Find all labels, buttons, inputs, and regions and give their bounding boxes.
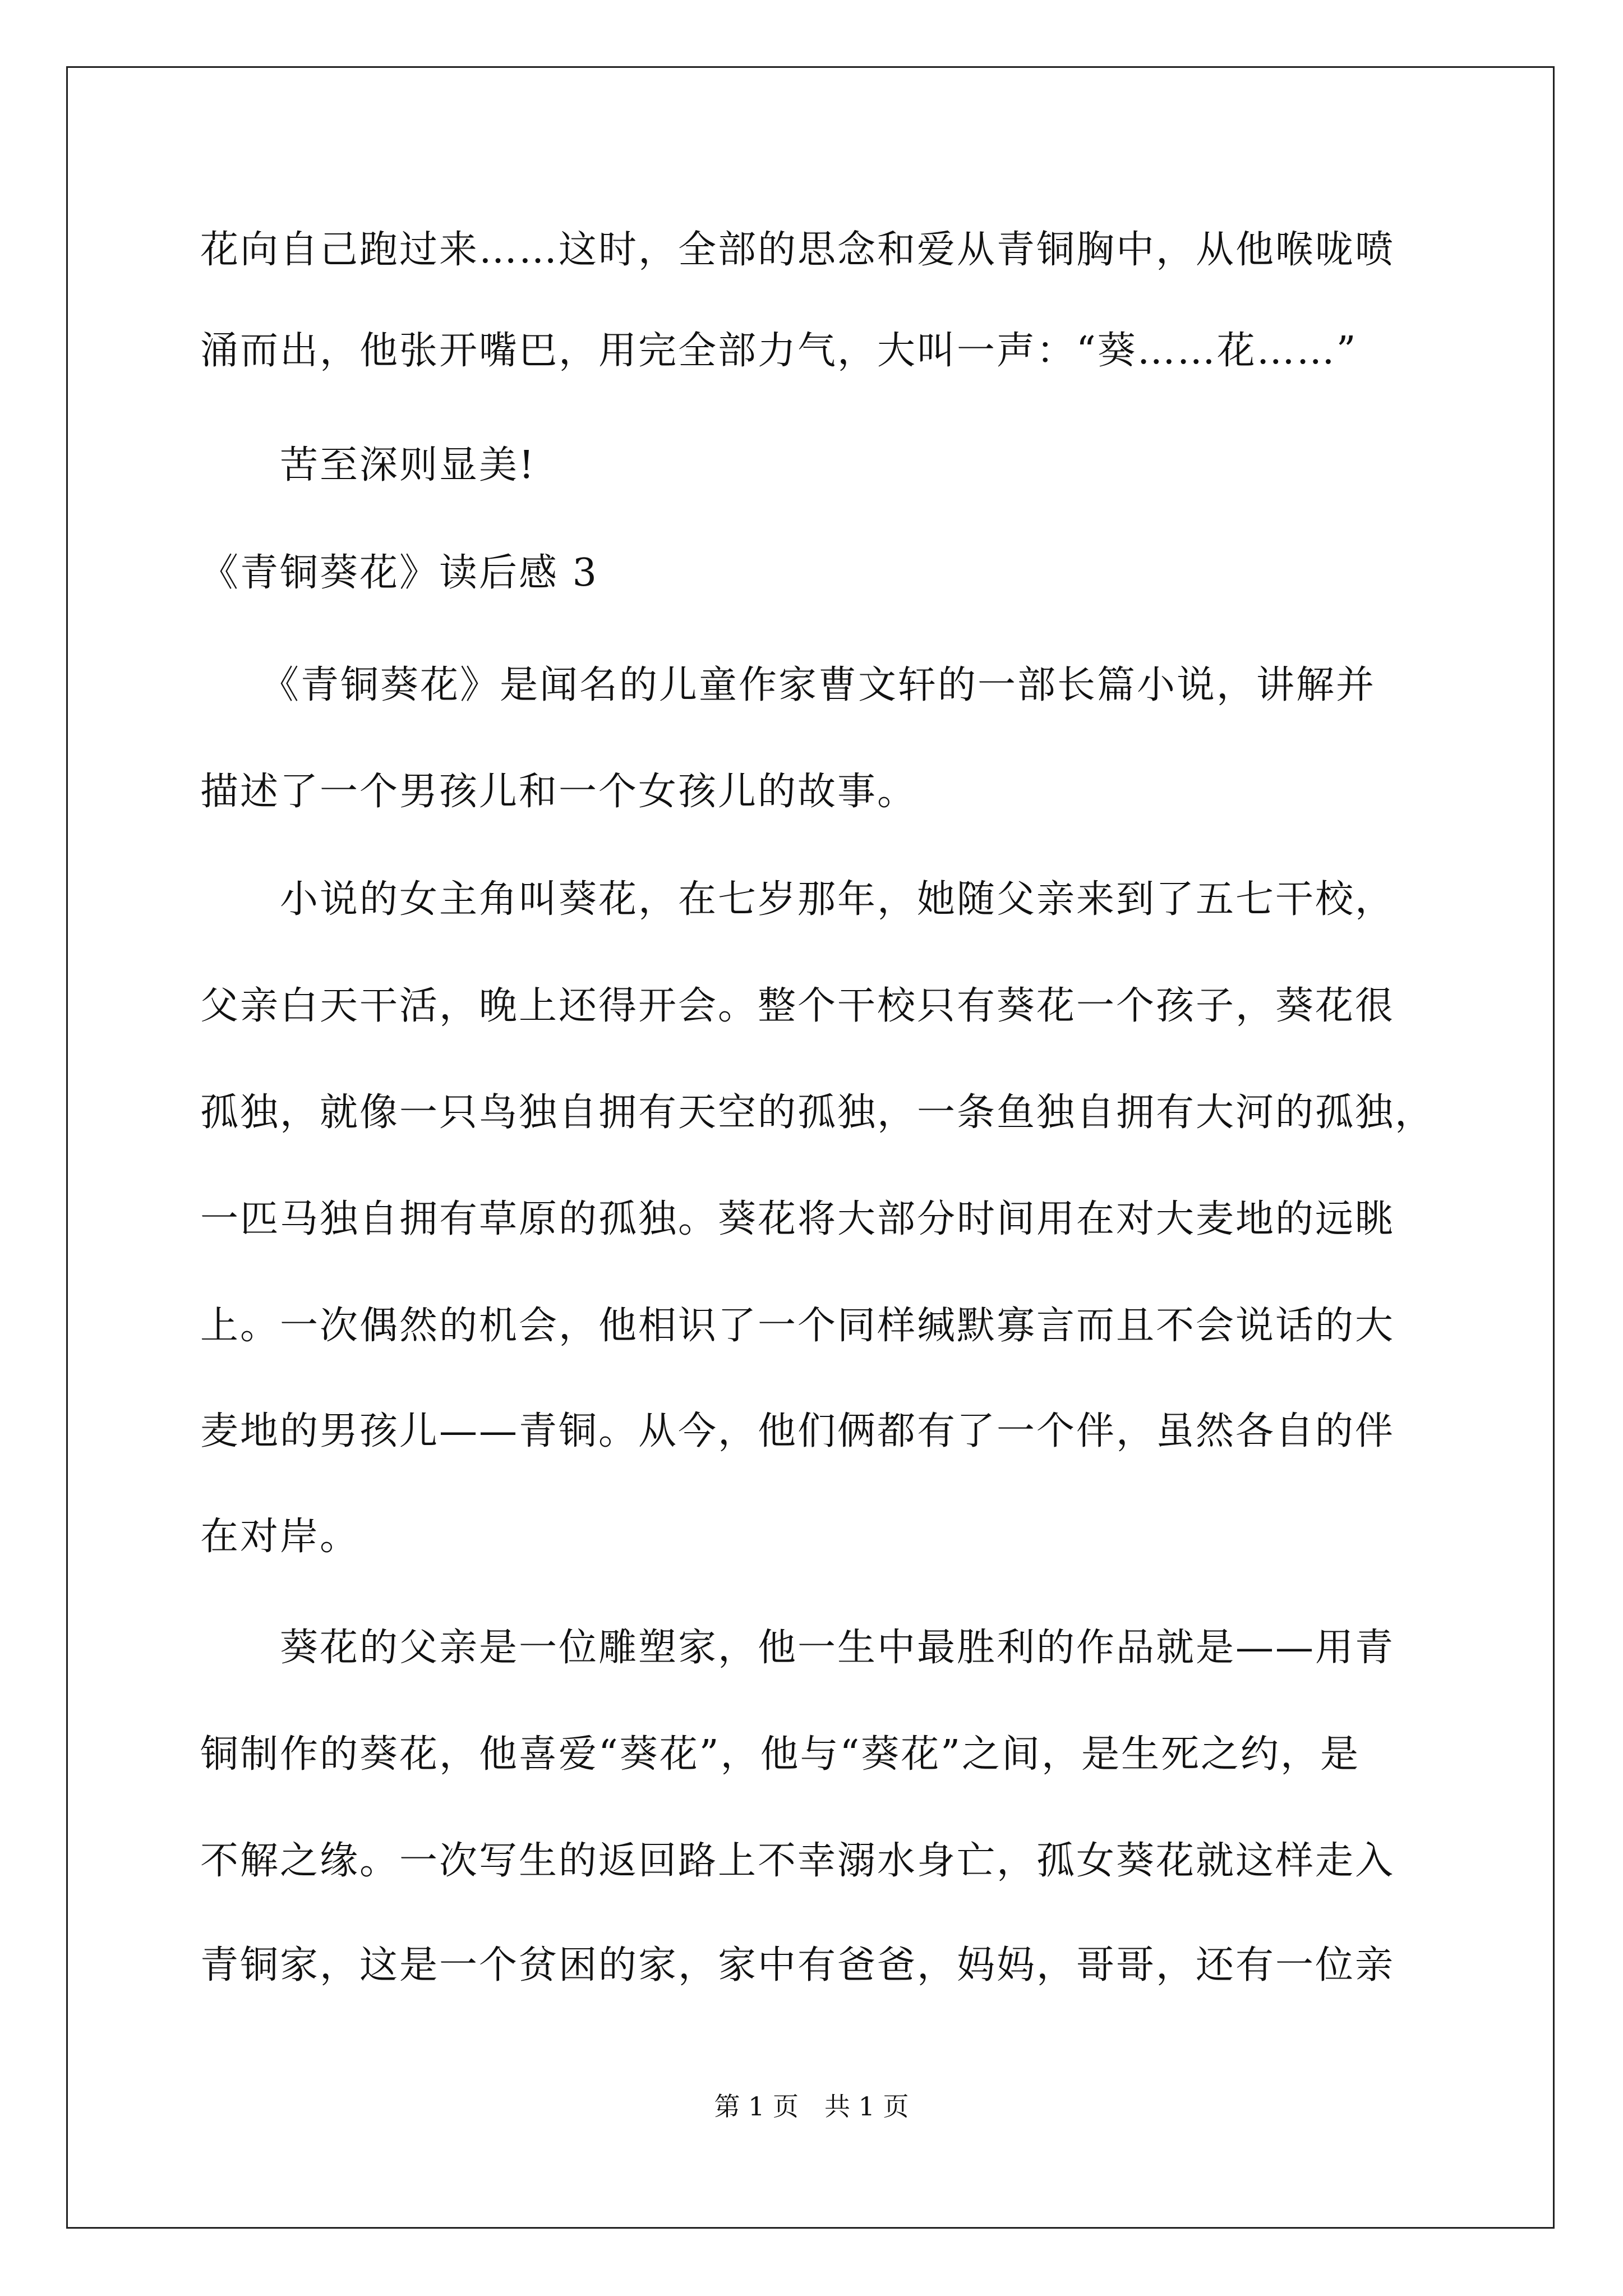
text-line: 一匹马独自拥有草原的孤独。葵花将大部分时间用在对大麦地的远眺 bbox=[200, 1197, 1395, 1241]
text-line: 小说的女主角叫葵花，在七岁那年，她随父亲来到了五七干校， bbox=[200, 877, 1395, 922]
text-line: 花向自己跑过来……这时，全部的思念和爱从青铜胸中，从他喉咙喷 bbox=[200, 228, 1395, 272]
text-line: 苦至深则显美! bbox=[200, 443, 536, 487]
text-line: 孤独，就像一只鸟独自拥有天空的孤独，一条鱼独自拥有大河的孤独， bbox=[200, 1091, 1435, 1135]
page-border bbox=[66, 66, 1555, 2229]
section-heading: 《青铜葵花》读后感 3 bbox=[200, 551, 598, 595]
text-line: 不解之缘。一次写生的返回路上不幸溺水身亡，孤女葵花就这样走入 bbox=[200, 1839, 1395, 1883]
text-line: 麦地的男孩儿——青铜。从今，他们俩都有了一个伴，虽然各自的伴 bbox=[200, 1409, 1395, 1453]
text-line: 《青铜葵花》是闻名的儿童作家曹文轩的一部长篇小说，讲解并 bbox=[200, 663, 1376, 707]
text-line: 涌而出，他张开嘴巴，用完全部力气，大叫一声：“葵……花……” bbox=[200, 329, 1358, 373]
text-line: 葵花的父亲是一位雕塑家，他一生中最胜利的作品就是——用青 bbox=[200, 1626, 1395, 1670]
text-line: 青铜家，这是一个贫困的家，家中有爸爸，妈妈，哥哥，还有一位亲 bbox=[200, 1943, 1395, 1987]
page-footer: 第 1 页 共 1 页 bbox=[714, 2091, 909, 2122]
text-line: 描述了一个男孩儿和一个女孩儿的故事。 bbox=[200, 770, 917, 814]
text-line: 铜制作的葵花，他喜爱“葵花”，他与“葵花”之间，是生死之约，是 bbox=[200, 1732, 1361, 1777]
text-line: 父亲白天干活，晚上还得开会。整个干校只有葵花一个孩子，葵花很 bbox=[200, 984, 1395, 1028]
text-line: 在对岸。 bbox=[200, 1515, 360, 1559]
text-line: 上。一次偶然的机会，他相识了一个同样缄默寡言而且不会说话的大 bbox=[200, 1304, 1395, 1348]
